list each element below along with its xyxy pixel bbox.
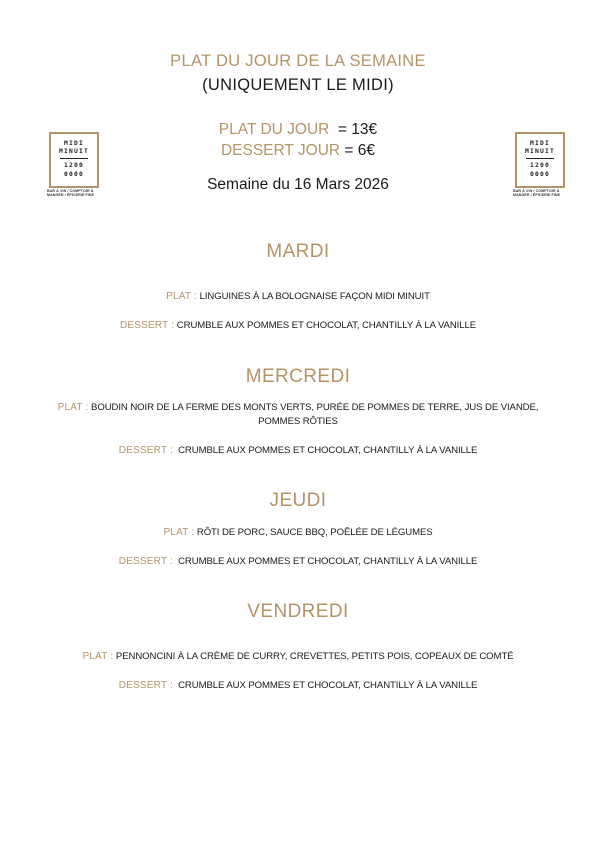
mercredi-plat: BOUDIN NOIR DE LA FERME DES MONTS VERTS, PURÉE DE POMMES DE TERRE, JUS DE VIANDE,	[91, 402, 539, 413]
logo-divider	[526, 158, 554, 159]
dessert-label: DESSERT :	[119, 320, 175, 331]
logo-word-midi: MIDI	[530, 140, 550, 147]
vendredi-dessert: CRUMBLE AUX POMMES ET CHOCOLAT, CHANTILLY À LA VANILLE	[178, 680, 478, 691]
vendredi-dessert-line	[0, 679, 596, 693]
plat-label: PLAT :	[163, 527, 195, 538]
dessert-label: DESSERT :	[118, 445, 173, 456]
vendredi-plat-line	[0, 650, 596, 664]
logo-number-1200: 1200	[530, 162, 550, 169]
day-heading-vendredi: VENDREDI	[247, 601, 349, 622]
day-heading-mardi: MARDI	[266, 241, 330, 262]
jeudi-plat-line	[0, 526, 596, 540]
jeudi-dessert: CRUMBLE AUX POMMES ET CHOCOLAT, CHANTILLY À LA VANILLE	[178, 556, 478, 567]
logo-tagline-1: BAR À VIN / COMPTOIR À	[47, 189, 94, 193]
mercredi-plat-continued: POMMES RÔTIES	[258, 416, 338, 427]
mardi-dessert: CRUMBLE AUX POMMES ET CHOCOLAT, CHANTILLY À LA VANILLE	[176, 320, 476, 331]
midi-minuit-logo-right	[515, 132, 565, 196]
logo-divider	[60, 158, 88, 159]
mardi-plat: LINGUINES À LA BOLOGNAISE FAÇON MIDI MINUIT	[199, 291, 430, 302]
plat-label: PLAT :	[166, 291, 197, 302]
plat-label: PLAT :	[57, 402, 89, 413]
logo-tagline-2: MANGER / ÉPICERIE FINE	[47, 193, 95, 197]
logo-number-0000: 0000	[530, 171, 550, 178]
dessert-label: DESSERT :	[118, 680, 173, 691]
day-heading-mercredi: MERCREDI	[245, 366, 351, 387]
dessert-jour-price: = 6€	[344, 142, 376, 159]
plat-du-jour-price: = 13€	[337, 121, 378, 138]
logo-number-0000: 0000	[64, 171, 84, 178]
plat-label: PLAT :	[82, 651, 114, 662]
mercredi-dessert-line	[0, 444, 596, 458]
midi-minuit-logo-left	[49, 132, 99, 196]
dessert-jour-label: DESSERT JOUR	[220, 142, 341, 159]
logo-word-minuit: MINUIT	[525, 148, 555, 155]
logo-tagline-1: BAR À VIN / COMPTOIR À	[513, 189, 560, 193]
logo-word-minuit: MINUIT	[59, 148, 89, 155]
mardi-dessert-line	[0, 319, 596, 333]
week-date: Semaine du 16 Mars 2026	[207, 176, 389, 193]
logo-tagline-2: MANGER / ÉPICERIE FINE	[513, 193, 561, 197]
mercredi-plat-line	[0, 401, 596, 415]
logo-number-1200: 1200	[64, 162, 84, 169]
logo-word-midi: MIDI	[64, 140, 84, 147]
plat-du-jour-label: PLAT DU JOUR	[218, 121, 330, 138]
mardi-plat-line	[0, 290, 596, 304]
day-heading-jeudi: JEUDI	[269, 490, 327, 511]
dessert-label: DESSERT :	[118, 556, 173, 567]
vendredi-plat: PENNONCINI À LA CRÈME DE CURRY, CREVETTES, PETITS POIS, COPEAUX DE COMTÉ	[115, 651, 514, 662]
menu-title: PLAT DU JOUR DE LA SEMAINE	[170, 52, 426, 70]
menu-subtitle: (UNIQUEMENT LE MIDI)	[202, 76, 394, 94]
jeudi-dessert-line	[0, 555, 596, 569]
logo-frame	[49, 132, 99, 188]
logo-frame	[515, 132, 565, 188]
jeudi-plat: RÔTI DE PORC, SAUCE BBQ, POÊLÉE DE LÉGUMES	[196, 527, 433, 538]
mercredi-dessert: CRUMBLE AUX POMMES ET CHOCOLAT, CHANTILLY À LA VANILLE	[178, 445, 478, 456]
